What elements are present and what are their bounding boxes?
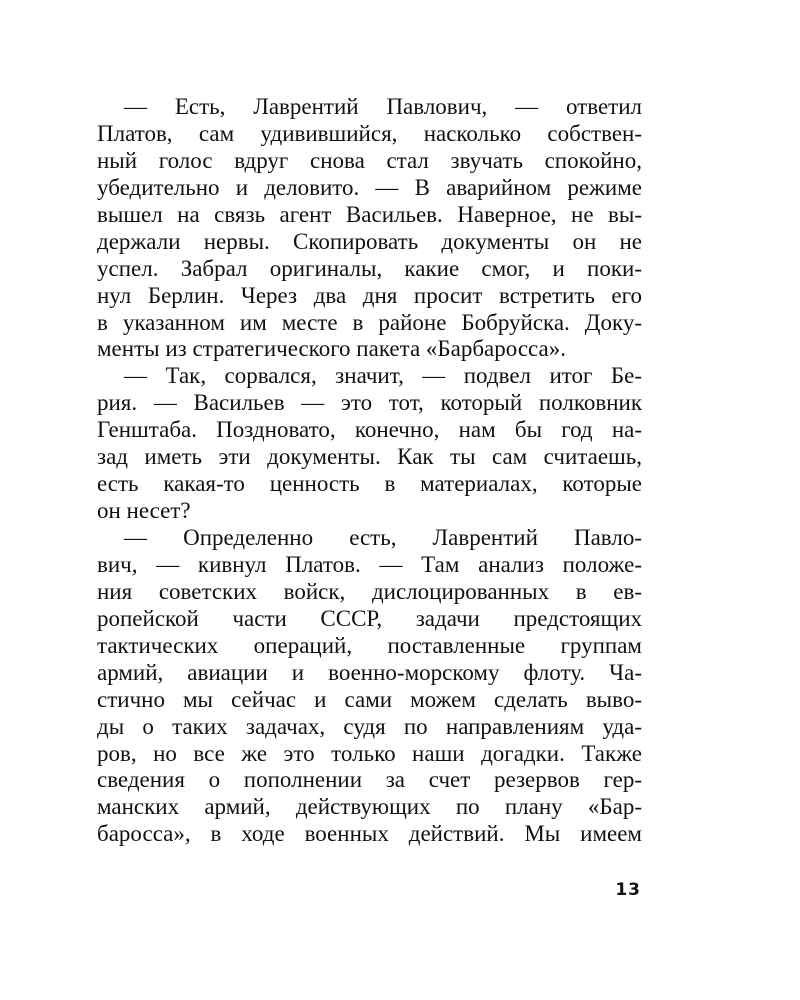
text-line: армий, авиации и военно-морскому флоту. Ча- bbox=[97, 659, 642, 685]
text-line: тактических операций, поставленные группам bbox=[97, 632, 642, 658]
text-line: — Определенно есть, Лаврентий Павло- bbox=[124, 525, 642, 550]
text-line: менты из стратегического пакета «Барбаросса». bbox=[97, 336, 566, 362]
text-line: баросса», в ходе военных действий. Мы имеем bbox=[97, 821, 642, 847]
text-line: рия. — Васильев — это тот, который полковник bbox=[97, 390, 642, 416]
text-line: нул Берлин. Через два дня просит встретить его bbox=[97, 282, 642, 308]
text-line: есть какая-то ценность в материалах, которые bbox=[97, 471, 642, 497]
text-line: вышел на связь агент Васильев. Наверное, не вы- bbox=[97, 201, 642, 227]
text-line: сведения о пополнении за счет резервов гер- bbox=[97, 767, 642, 793]
text-line: в указанном им месте в районе Бобруйска. Доку- bbox=[97, 309, 642, 335]
text-line: Платов, сам удивившийся, насколько собствен- bbox=[97, 120, 642, 146]
text-line: успел. Забрал оригиналы, какие смог, и поки- bbox=[97, 255, 642, 281]
text-line: зад иметь эти документы. Как ты сам считаешь, bbox=[97, 444, 642, 470]
text-line: — Так, сорвался, значит, — подвел итог Бе- bbox=[124, 363, 642, 389]
text-line: ды о таких задачах, судя по направлениям уда- bbox=[97, 713, 642, 739]
text-line: Генштаба. Поздновато, конечно, нам бы год на- bbox=[97, 417, 642, 443]
text-line: вич, — кивнул Платов. — Там анализ положе- bbox=[97, 551, 642, 577]
text-line: он несет? bbox=[97, 498, 191, 524]
text-line: манских армий, действующих по плану «Бар- bbox=[97, 794, 642, 820]
text-line: ров, но все же это только наши догадки. Также bbox=[97, 740, 642, 766]
text-line: ный голос вдруг снова стал звучать спокойно, bbox=[97, 147, 642, 173]
body-text bbox=[97, 94, 642, 848]
text-line: ния советских войск, дислоцированных в ев- bbox=[97, 578, 642, 604]
text-line: ропейской части СССР, задачи предстоящих bbox=[97, 605, 642, 631]
text-line: держали нервы. Скопировать документы он не bbox=[97, 228, 642, 254]
text-line: стично мы сейчас и сами можем сделать выво- bbox=[97, 686, 642, 712]
text-line: убедительно и деловито. — В аварийном режиме bbox=[97, 174, 642, 200]
page-number: 13 bbox=[615, 880, 641, 900]
text-line: — Есть, Лаврентий Павлович, — ответил bbox=[124, 94, 642, 119]
